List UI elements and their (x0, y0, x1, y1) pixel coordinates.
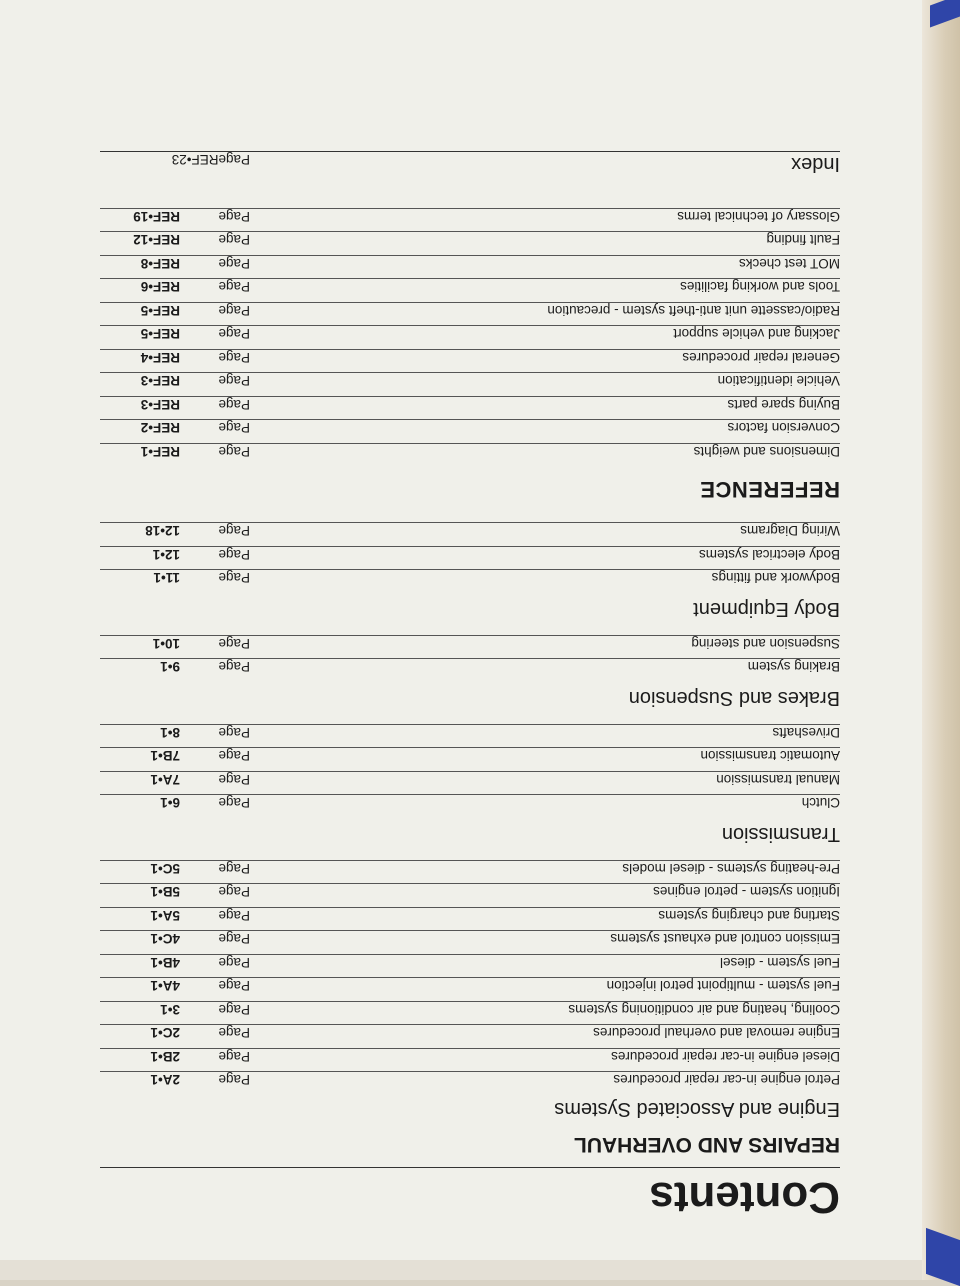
page-word: Page (218, 420, 250, 436)
page-edge (922, 0, 960, 1280)
page-number: 10•1 (152, 636, 180, 651)
page-word: Page (218, 350, 250, 365)
contents-entry (100, 1048, 840, 1072)
page-word: Page (218, 955, 250, 970)
page-ref (100, 303, 250, 318)
reference-entry (100, 232, 840, 256)
contents-entry (100, 884, 840, 908)
group-heading: Engine and Associated Systems (554, 1098, 840, 1120)
section-heading-reference: REFERENCE (699, 477, 840, 503)
page-ref (100, 327, 250, 342)
entry-label: Ignition system - petrol engines (653, 884, 840, 900)
entry-label: Tools and working facilities (680, 279, 840, 295)
page-number: REF•8 (140, 256, 180, 271)
page-ref (100, 209, 250, 224)
page-ref (100, 636, 250, 651)
page-ref (100, 772, 250, 787)
page-number: 7B•1 (150, 748, 180, 764)
entry-label: Glossary of technical terms (677, 209, 840, 224)
page-number: REF•6 (140, 279, 180, 295)
page-ref (100, 397, 250, 412)
contents-entry (100, 724, 840, 748)
page-number: 7A•1 (150, 772, 180, 787)
page-word: Page (218, 547, 250, 562)
title-rule (100, 1167, 840, 1168)
page-number: 5B•1 (150, 884, 180, 900)
page-number: 5C•1 (150, 861, 180, 876)
entry-label: Jacking and vehicle support (673, 326, 840, 342)
page-ref (100, 421, 250, 436)
group-heading: Transmission (721, 823, 840, 845)
page-word: Page (218, 659, 250, 675)
page-ref (100, 1073, 250, 1088)
contents-entry (100, 659, 840, 683)
page-ref (100, 152, 250, 167)
contents-entry (100, 570, 840, 594)
entry-label: Bodywork and fittings (711, 570, 840, 586)
page-ref (100, 908, 250, 923)
entry-label: Fault finding (766, 232, 840, 248)
entry-label: Dimensions and weights (693, 444, 840, 459)
page-ref (100, 1026, 250, 1041)
reference-entry (100, 302, 840, 326)
page-word: Page (218, 795, 250, 811)
reference-entry (100, 349, 840, 373)
page-number: 12•1 (152, 547, 180, 562)
page-number: 9•1 (160, 659, 180, 675)
entry-label: Fuel system - diesel (719, 955, 840, 970)
page-number: 5A•1 (150, 908, 180, 923)
contents-entry (100, 860, 840, 884)
entry-label: MOT test checks (738, 256, 840, 271)
reference-entry (100, 326, 840, 350)
page-word: Page (218, 861, 250, 876)
entry-label: Body electrical systems (698, 547, 840, 562)
page-ref (100, 547, 250, 562)
page-number: REF•1 (140, 444, 180, 459)
page-number: 4A•1 (150, 978, 180, 994)
page-word: Page (218, 373, 250, 389)
contents-entry (100, 978, 840, 1002)
page-ref (100, 725, 250, 740)
page-ref (100, 256, 250, 271)
page-number: REF•12 (133, 232, 180, 248)
contents-entry (100, 1025, 840, 1049)
page-number: 12•18 (145, 523, 180, 539)
page-number: REF•5 (140, 303, 180, 318)
contents-entry (100, 795, 840, 819)
reference-entry (100, 396, 840, 420)
page-ref (100, 932, 250, 947)
page-number: REF•2 (140, 420, 180, 436)
page-ref (100, 374, 250, 389)
entry-label: Conversion factors (727, 420, 840, 436)
page-word: Page (218, 1072, 250, 1088)
entry-label: Emission control and exhaust systems (610, 931, 840, 947)
page-ref (100, 979, 250, 994)
page-number: 2A•1 (150, 1072, 180, 1088)
page-number: 11•1 (153, 570, 180, 586)
page-word: Page (218, 1025, 250, 1041)
page-ref (100, 749, 250, 764)
page-word: Page (218, 978, 250, 994)
reference-entry (100, 443, 840, 467)
entry-label: Diesel engine in-car repair procedures (611, 1049, 840, 1064)
page-word: Page (218, 523, 250, 539)
page-word: Page (218, 256, 250, 271)
reference-list (100, 208, 840, 467)
page-number: REF•3 (140, 397, 180, 412)
page-word: Page (218, 908, 250, 923)
reference-entry (100, 420, 840, 444)
page-ref (100, 350, 250, 365)
entry-label: Buying spare parts (727, 397, 840, 412)
page-word: Page (218, 931, 250, 947)
reference-entry (100, 208, 840, 232)
page-number: REF•4 (140, 350, 180, 365)
page-ref (100, 660, 250, 675)
contents-entry (100, 546, 840, 570)
reference-entry (100, 255, 840, 279)
group-heading: Body Equipment (693, 598, 840, 620)
page-ref (100, 280, 250, 295)
page-number: REF•19 (133, 209, 180, 224)
contents-entry (100, 954, 840, 978)
page-number: 4C•1 (150, 931, 180, 947)
page-word: Page (218, 326, 250, 342)
entry-label: Wiring Diagrams (740, 523, 840, 539)
contents-entry (100, 635, 840, 659)
index-label: Index (791, 153, 840, 175)
contents-groups (100, 523, 840, 1122)
page-number: 2B•1 (150, 1049, 180, 1064)
page-word: Page (218, 1002, 250, 1017)
page-number: REF•5 (140, 326, 180, 342)
page-word: Page (218, 1049, 250, 1064)
page-ref (100, 885, 250, 900)
entry-label: Driveshafts (772, 725, 840, 740)
page-word: Page (218, 884, 250, 900)
page-ref (100, 955, 250, 970)
entry-label: Radio/cassette unit anti-theft system - precaution (547, 303, 840, 318)
entry-label: Petrol engine in-car repair procedures (613, 1072, 840, 1088)
contents-entry (100, 748, 840, 772)
page-word: Page (218, 636, 250, 651)
page-word: Page (218, 397, 250, 412)
page-number: 8•1 (160, 725, 180, 740)
page-word: Page (218, 772, 250, 787)
page-ref (100, 861, 250, 876)
contents-page (100, 60, 840, 1220)
page-number: REF•3 (140, 373, 180, 389)
section-heading-repairs: REPAIRS AND OVERHAUL (573, 1133, 840, 1156)
page-ref (100, 233, 250, 248)
entry-label: Starting and charging systems (658, 908, 840, 923)
page-word: Page (218, 232, 250, 248)
contents-entry (100, 907, 840, 931)
contents-entry (100, 1001, 840, 1025)
entry-label: Pre-heating systems - diesel models (622, 861, 840, 876)
page-ref (100, 571, 250, 586)
page-ref (100, 796, 250, 811)
page-title: Contents (649, 1173, 840, 1222)
contents-entry (100, 931, 840, 955)
page-number: 3•1 (160, 1002, 180, 1017)
page-ref (100, 1049, 250, 1064)
entry-label: Cooling, heating and air conditioning systems (568, 1002, 840, 1017)
page-word: Page (218, 725, 250, 740)
entry-label: Manual transmission (716, 772, 840, 787)
reference-entry (100, 279, 840, 303)
page-number: 4B•1 (150, 955, 180, 970)
entry-label: Suspension and steering (691, 636, 840, 651)
entry-label: Vehicle identification (717, 373, 840, 389)
page-ref (100, 444, 250, 459)
contents-entry (100, 771, 840, 795)
page-word: Page (218, 152, 250, 167)
group-heading: Brakes and Suspension (628, 687, 840, 709)
page-word: Page (218, 279, 250, 295)
page-number: REF•23 (171, 152, 219, 167)
contents-entry (100, 1072, 840, 1096)
reference-entry (100, 373, 840, 397)
page-word: Page (218, 570, 250, 586)
page-word: Page (218, 748, 250, 764)
contents-entry (100, 523, 840, 547)
page-number: 6•1 (160, 795, 180, 811)
index-row (100, 151, 840, 182)
page-word: Page (218, 209, 250, 224)
entry-label: Automatic transmission (700, 748, 840, 764)
page-word: Page (218, 444, 250, 459)
page-word: Page (218, 303, 250, 318)
entry-label: Engine removal and overhaul procedures (593, 1025, 840, 1041)
table-surface (0, 1260, 922, 1280)
page-ref (100, 1002, 250, 1017)
entry-label: Braking system (747, 659, 840, 675)
page-ref (100, 524, 250, 539)
entry-label: Fuel system - multipoint petrol injection (606, 978, 840, 994)
page-number: 2C•1 (150, 1025, 180, 1041)
entry-label: General repair procedures (682, 350, 840, 365)
entry-label: Clutch (801, 795, 840, 811)
